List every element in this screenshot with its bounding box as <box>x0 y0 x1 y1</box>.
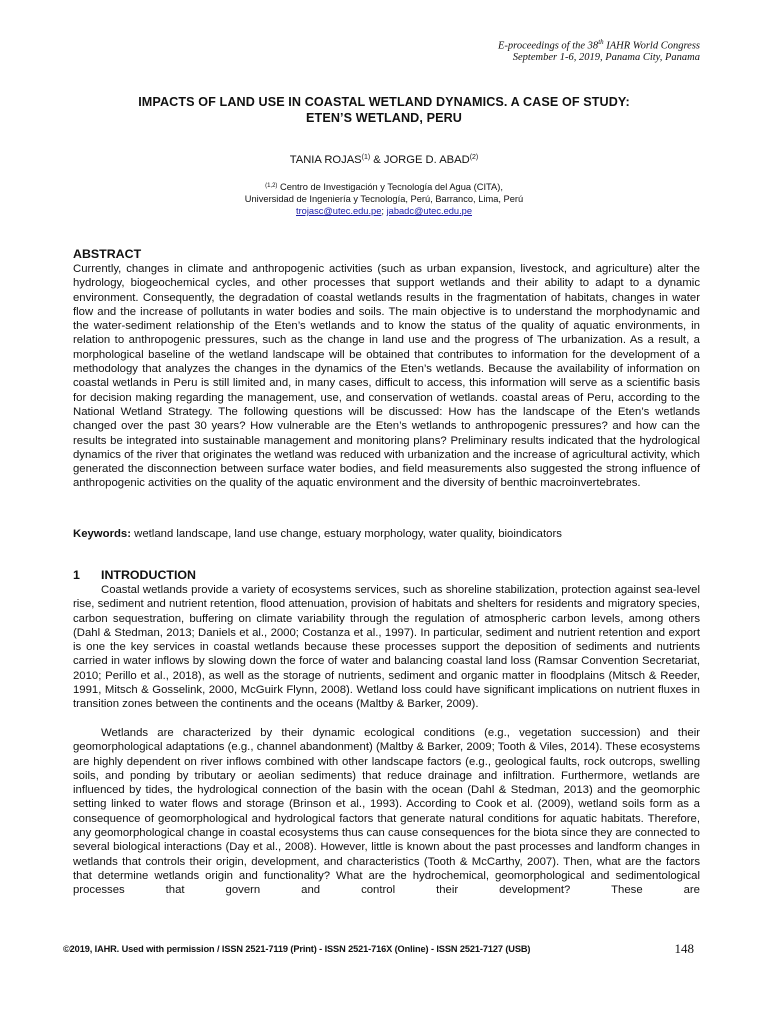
affiliation-mark: (1,2) <box>265 183 278 189</box>
abstract-heading: ABSTRACT <box>73 247 142 261</box>
introduction-paragraph-2: Wetlands are characterized by their dynamic ecological conditions (e.g., vegetation succession) and their geomorphological adaptations (e.g., channel abandonment) (Maltby & Barker, 2009; Tooth & Viles, 2014). These ecosystems are highly dependent on river inflows combined with other landscape factors (e.g., geological faults, rock outcrops, swelling soils, and ponding by tributary or aeolian sediments) that reduce drainage and infiltration. Furthermore, wetlands are influenced by tides, the hydrological connection of the basin with the ocean (Dahl & Stedman, 2013) and the geomorphic setting linked to water flows and storage (Brinson et al., 1993). According to Cook et al. (2009), wetland soils form as a consequence of geomorphological and hydrological factors that generate natural conditions for aquatic habitats. Therefore, any geomorphological change in coastal ecosystems thus can cause consequences for the biota since they are connected to several biological interactions (Day et al., 2008). However, little is known about the past processes and landform changes in wetlands that controls their origin, development, and characteristics (Tooth & McCarthy, 2007). Then, what are the factors that determine wetlands origin and functionality? What are the hydrochemical, geomorphological and sedimentological processes that govern and control their development? These are <box>73 727 700 897</box>
author-1: TANIA ROJAS <box>289 154 362 166</box>
section-heading-introduction <box>73 568 196 582</box>
author-1-affiliation-mark: (1) <box>361 154 371 161</box>
page-number: 148 <box>674 941 694 956</box>
keywords-list: wetland landscape, land use change, estuary morphology, water quality, bioindicators <box>131 528 562 540</box>
keywords-line <box>73 527 700 541</box>
header-conference-sup: th <box>598 38 604 46</box>
email-link-1[interactable]: trojasc@utec.edu.pe <box>295 206 382 216</box>
section-number: 1 <box>73 568 80 582</box>
email-link-2[interactable]: jabadc@utec.edu.pe <box>386 206 473 216</box>
author-emails <box>60 206 708 216</box>
header-conference-pre: E-proceedings of the 38 <box>497 40 599 52</box>
paper-title-line2: ETEN’S WETLAND, PERU <box>306 111 462 125</box>
running-header-conference <box>498 38 700 52</box>
header-conference-post: IAHR World Congress <box>603 40 700 52</box>
author-separator: & <box>370 154 384 166</box>
paper-title-line1: IMPACTS OF LAND USE IN COASTAL WETLAND DYNAMICS. A CASE OF STUDY: <box>138 95 630 109</box>
affiliation-line1 <box>60 182 708 192</box>
section-title: INTRODUCTION <box>101 568 196 582</box>
introduction-paragraph-1: Coastal wetlands provide a variety of ecosystems services, such as shoreline stabilization, protection against sea-level rise, sediment and nutrient retention, flood attenuation, provision of habitats and shelters for residents and migratory species, carbon sequestration, buffering on climate variability through the regulation of atmospheric carbon levels, among others (Dahl & Stedman, 2013; Daniels et al., 2000; Costanza et al., 1997). In particular, sediment and nutrient retention and export is one the key services in coastal wetlands because these processes support the deposition of sediments and nutrients carried in water inflows by slowing down the force of water and balancing coastal land loss (Ramsar Convention Secretariat, 2010; Perillo et al., 2018), as well as the storage of nutrients, sediment and organic matter in floodplains (Mitsch & Reeder, 1991, Mitsch & Gosselink, 2000, McGuirk Flynn, 2008). Wetland loss could have significant implications on nutrient fluxes in transition zones between the continents and the oceans (Maltby & Barker, 2009). <box>73 584 700 711</box>
footer-copyright: ©2019, IAHR. Used with permission / ISSN 2521-7119 (Print) - ISSN 2521-716X (Online) - ISSN 2521-7127 (USB) <box>63 944 531 954</box>
affiliation-line2: Universidad de Ingeniería y Tecnología, Perú, Barranco, Lima, Perú <box>244 194 524 204</box>
author-2: JORGE D. ABAD <box>383 154 470 166</box>
email-separator: ; <box>381 206 387 216</box>
keywords-label: Keywords: <box>73 528 131 540</box>
affiliation-institute: Centro de Investigación y Tecnología del Agua (CITA), <box>277 182 503 192</box>
running-header-dates: September 1-6, 2019, Panama City, Panama <box>512 52 700 63</box>
author-list <box>60 154 708 166</box>
author-2-affiliation-mark: (2) <box>469 154 479 161</box>
abstract-body: Currently, changes in climate and anthropogenic activities (such as urban expansion, livestock, and agriculture) alter the hydrology, biogeochemical cycles, and other processes that support wetlands and their ability to adapt to a dynamic environment. Consequently, the degradation of coastal wetlands results in the fragmentation of habitats, changes in water flow and the increase of pollutants in water bodies and soils. The main objective is to understand the morphodynamic and the water-sediment relationship of the Eten’s wetlands and to know the status of the quality of aquatic environments, in relation to anthropogenic pressures, such as the change in land use and the progress of The urbanization. As a result, a morphological baseline of the wetland landscape will be obtained that contributes to information for the development of a methodology that analyzes the changes in the dynamics of the Eten’s wetlands. Because the availability of information on coastal wetlands in Peru is still limited and, in many cases, difficult to access, this information will serve as a scientific basis for decision making regarding the management, use, and conservation of wetlands. coastal areas of Peru, according to the National Wetland Strategy. The following questions will be discussed: How has the landscape of the Eten’s wetlands changed over the past 30 years? How vulnerable are the Eten’s wetlands to anthropogenic pressures? and how can the results be integrated into sustainable management and monitoring plans? Preliminary results indicated that the hydrological dynamics of the river that originates the wetland was reduced with urbanization and the increase of agricultural activity, which generated the disconnection between surface water bodies, and field measurements also suggested the strong influence of anthropogenic activities on the quality of the aquatic environment and the diversity of benthic macroinvertebrates. <box>73 263 700 490</box>
